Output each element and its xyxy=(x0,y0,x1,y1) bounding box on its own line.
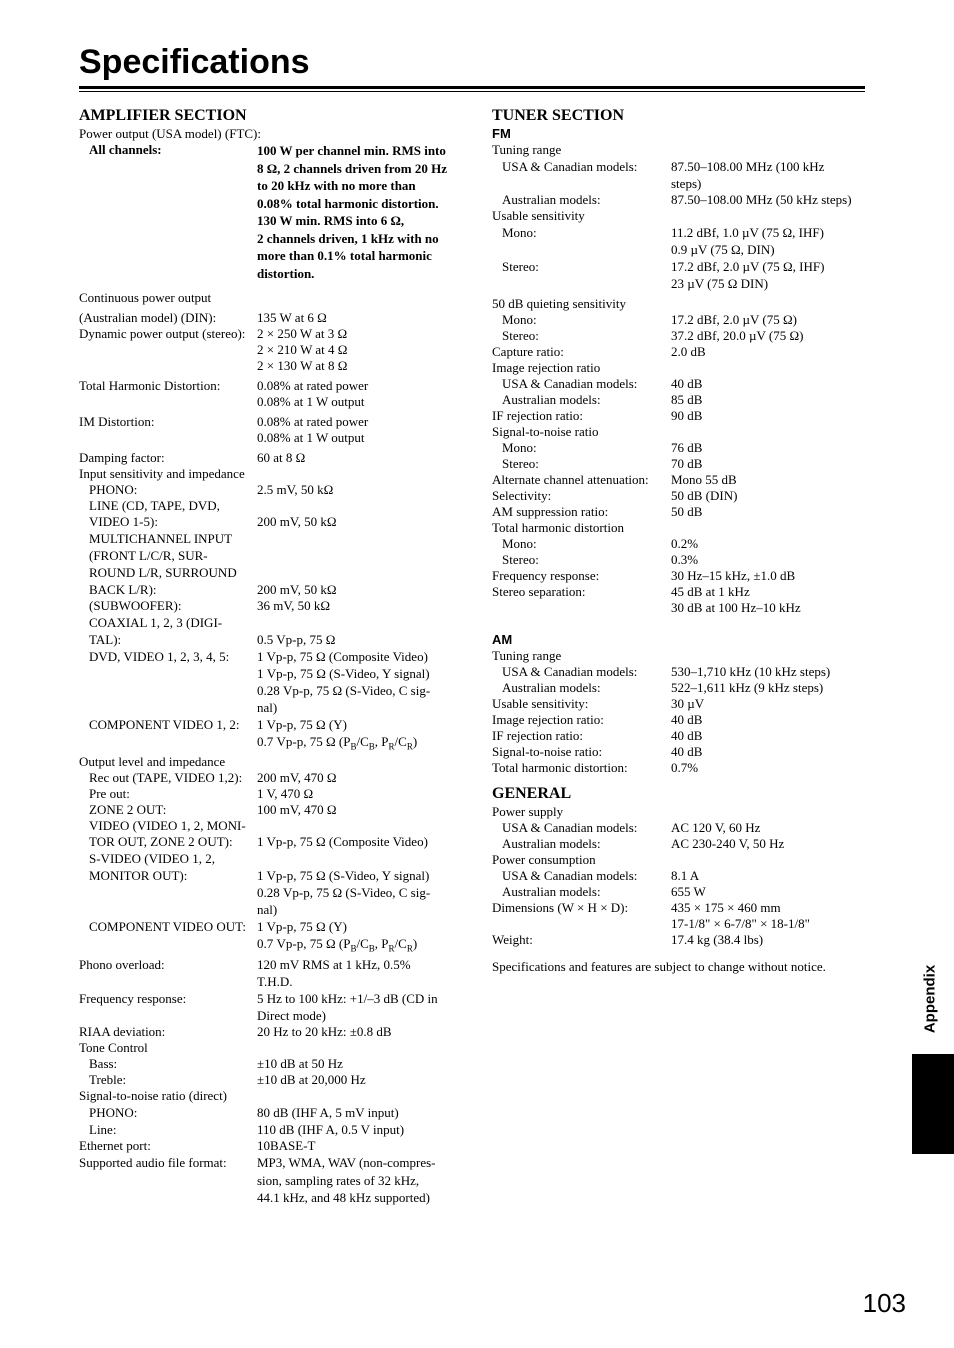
spec-label: Stereo: xyxy=(502,552,539,567)
spec-value: 40 dB xyxy=(671,728,703,743)
spec-row xyxy=(79,1024,454,1040)
spec-row xyxy=(492,760,872,776)
spec-value: 1 Vp-p, 75 Ω (Composite Video) xyxy=(257,834,428,849)
spec-value: 40 dB xyxy=(671,376,703,391)
spec-value: 135 W at 6 Ω xyxy=(257,310,327,325)
tone-control-label: Tone Control xyxy=(79,1040,148,1055)
output-level-label: Output level and impedance xyxy=(79,754,226,769)
spec-value: 0.3% xyxy=(671,552,699,567)
spec-value: 1 Vp-p, 75 Ω (Y) 0.7 Vp-p, 75 Ω ($P_B/C_B$, $P_R/C_R$) xyxy=(257,919,418,954)
spec-label: All channels: xyxy=(89,142,162,157)
spec-value: 200 mV, 470 Ω xyxy=(257,770,337,785)
spec-value: 1 Vp-p, 75 Ω (Composite Video) 1 Vp-p, 75 Ω (S-Video, Y signal) 0.28 Vp-p, 75 Ω (S-Video, C sig- nal) xyxy=(257,649,431,715)
spec-row xyxy=(79,786,454,802)
spec-row xyxy=(79,1138,454,1154)
disclaimer-text: Specifications and features are subject to change without notice. xyxy=(492,959,826,974)
title-rule-thick xyxy=(79,86,865,89)
fm-subtitle: FM xyxy=(492,126,511,141)
spec-value: 1 Vp-p, 75 Ω (S-Video, Y signal) 0.28 Vp-p, 75 Ω (S-Video, C sig- nal) xyxy=(257,868,431,917)
spec-label: Mono: xyxy=(502,536,537,551)
spec-value: 5 Hz to 100 kHz: +1/–3 dB (CD in Direct mode) xyxy=(257,991,438,1023)
spec-row xyxy=(79,598,454,614)
spec-label: Australian models: xyxy=(502,680,601,695)
spec-value: 0.08% at rated power 0.08% at 1 W output xyxy=(257,378,369,409)
spec-value: 50 dB (DIN) xyxy=(671,488,738,503)
spec-row xyxy=(492,900,872,932)
spec-value: 76 dB xyxy=(671,440,703,455)
power-output-usa-label: Power output (USA model) (FTC): xyxy=(79,126,261,141)
power-supply-label: Power supply xyxy=(492,804,564,819)
spec-label: Mono: xyxy=(502,312,537,327)
spec-value: 655 W xyxy=(671,884,706,899)
spec-value: 17.2 dBf, 2.0 µV (75 Ω, IHF) 23 µV (75 Ω DIN) xyxy=(671,259,825,291)
spec-value: 0.5 Vp-p, 75 Ω xyxy=(257,632,336,647)
spec-label: USA & Canadian models: xyxy=(502,376,638,391)
spec-label: Australian models: xyxy=(502,836,601,851)
spec-row xyxy=(492,712,872,728)
spec-row xyxy=(79,648,454,716)
fm-tuning-range-label: Tuning range xyxy=(492,142,562,157)
spec-value: 87.50–108.00 MHz (100 kHz steps) xyxy=(671,159,825,191)
continuous-power-label: Continuous power output xyxy=(79,290,212,305)
spec-label: Stereo: xyxy=(502,328,539,343)
spec-row xyxy=(79,956,454,990)
spec-value: 30 Hz–15 kHz, ±1.0 dB xyxy=(671,568,796,583)
amplifier-section-title: AMPLIFIER SECTION xyxy=(79,107,247,124)
spec-row xyxy=(79,614,454,648)
page-number: 103 xyxy=(862,1288,906,1318)
spec-value: 200 mV, 50 kΩ xyxy=(257,582,337,597)
spec-value: 20 Hz to 20 kHz: ±0.8 dB xyxy=(257,1024,392,1039)
spec-label: Weight: xyxy=(492,932,533,947)
amplifier-column xyxy=(79,106,454,1207)
spec-value: 100 W per channel min. RMS into 8 Ω, 2 channels driven from 20 Hz to 20 kHz with no more than 0.08% total harmonic distortion. 130 W min. RMS into 6 Ω, 2 channels driven, 1 kHz with no more than 0.1% total harmonic distortion. xyxy=(257,143,447,281)
spec-row xyxy=(79,850,454,918)
spec-label: Ethernet port: xyxy=(79,1138,151,1153)
spec-row xyxy=(492,472,872,488)
spec-value: 2 × 250 W at 3 Ω 2 × 210 W at 4 Ω 2 × 130 W at 8 Ω xyxy=(257,326,348,373)
spec-row xyxy=(492,504,872,520)
spec-label: Australian models: xyxy=(502,884,601,899)
spec-row xyxy=(79,498,454,530)
spec-label: Damping factor: xyxy=(79,450,165,465)
spec-label: IM Distortion: xyxy=(79,414,155,429)
spec-value: 10BASE-T xyxy=(257,1138,316,1153)
spec-label: Mono: xyxy=(502,225,537,240)
comp-out-y: 1 Vp-p, 75 Ω (Y) xyxy=(257,919,347,934)
spec-row xyxy=(492,328,872,344)
spec-label: PHONO: xyxy=(89,1105,138,1120)
spec-value: 2.5 mV, 50 kΩ xyxy=(257,482,334,497)
spec-row xyxy=(492,836,872,852)
spec-row xyxy=(79,1104,454,1121)
fm-snr-label: Signal-to-noise ratio xyxy=(492,424,599,439)
spec-label: COMPONENT VIDEO OUT: xyxy=(89,919,247,934)
spec-row xyxy=(79,918,454,952)
spec-row xyxy=(79,716,454,750)
spec-value: 70 dB xyxy=(671,456,703,471)
general-section-title: GENERAL xyxy=(492,785,572,802)
spec-row xyxy=(492,440,872,456)
spec-label: DVD, VIDEO 1, 2, 3, 4, 5: xyxy=(89,649,230,664)
spec-row xyxy=(492,488,872,504)
spec-value: 530–1,710 kHz (10 kHz steps) xyxy=(671,664,831,679)
comp-in-y: 1 Vp-p, 75 Ω (Y) xyxy=(257,717,347,732)
spec-value: Mono 55 dB xyxy=(671,472,737,487)
spec-row xyxy=(79,482,454,498)
page-title: Specifications xyxy=(79,43,310,81)
spec-label: IF rejection ratio: xyxy=(492,408,583,423)
spec-value: 11.2 dBf, 1.0 µV (75 Ω, IHF) 0.9 µV (75 Ω, DIN) xyxy=(671,225,824,257)
spec-row xyxy=(79,378,454,410)
spec-label: Signal-to-noise ratio: xyxy=(492,744,603,759)
spec-label: Total harmonic distortion: xyxy=(492,760,628,775)
spec-value: 90 dB xyxy=(671,408,703,423)
spec-label: COAXIAL 1, 2, 3 (DIGI- TAL): xyxy=(89,615,223,647)
spec-value: 17.2 dBf, 2.0 µV (75 Ω) xyxy=(671,312,797,327)
spec-row xyxy=(79,1072,454,1088)
spec-row xyxy=(492,744,872,760)
spec-value: ±10 dB at 20,000 Hz xyxy=(257,1072,366,1087)
spec-label: VIDEO (VIDEO 1, 2, MONI- TOR OUT, ZONE 2 OUT): xyxy=(89,818,246,849)
spec-row xyxy=(492,568,872,584)
spec-value: 435 × 175 × 460 mm 17-1/8" × 6-7/8" × 18-1/8" xyxy=(671,900,810,931)
spec-value: 80 dB (IHF A, 5 mV input) xyxy=(257,1105,399,1120)
am-tuning-range-label: Tuning range xyxy=(492,648,562,663)
fm-quieting-label: 50 dB quieting sensitivity xyxy=(492,296,626,311)
spec-value: 17.4 kg (38.4 lbs) xyxy=(671,932,764,947)
spec-row xyxy=(492,312,872,328)
spec-row xyxy=(492,536,872,552)
spec-value: ±10 dB at 50 Hz xyxy=(257,1056,343,1071)
spec-value: 2.0 dB xyxy=(671,344,706,359)
spec-row xyxy=(79,326,454,374)
spec-value: 200 mV, 50 kΩ xyxy=(257,514,337,529)
spec-row xyxy=(492,552,872,568)
spec-label: Line: xyxy=(89,1122,117,1137)
spec-label: Australian models: xyxy=(502,192,601,207)
spec-value: 0.2% xyxy=(671,536,699,551)
spec-row xyxy=(79,802,454,818)
spec-label: Frequency response: xyxy=(492,568,600,583)
spec-label: (SUBWOOFER): xyxy=(89,598,182,613)
spec-label: Mono: xyxy=(502,440,537,455)
spec-row xyxy=(492,820,872,836)
spec-value: 50 dB xyxy=(671,504,703,519)
spec-row xyxy=(492,728,872,744)
spec-label: Stereo: xyxy=(502,259,539,274)
spec-row xyxy=(492,344,872,360)
spec-row xyxy=(492,696,872,712)
spec-label: AM suppression ratio: xyxy=(492,504,609,519)
appendix-tab-label: Appendix xyxy=(921,964,939,1034)
spec-row xyxy=(492,664,872,680)
spec-row xyxy=(79,1154,454,1207)
spec-row xyxy=(492,408,872,424)
spec-label: Stereo separation: xyxy=(492,584,586,599)
spec-label: USA & Canadian models: xyxy=(502,820,638,835)
spec-value: 45 dB at 1 kHz 30 dB at 100 Hz–10 kHz xyxy=(671,584,801,615)
spec-value: 87.50–108.00 MHz (50 kHz steps) xyxy=(671,192,852,207)
spec-label: USA & Canadian models: xyxy=(502,868,638,883)
spec-label: RIAA deviation: xyxy=(79,1024,166,1039)
spec-row xyxy=(492,868,872,884)
spec-row xyxy=(492,584,872,616)
spec-value: AC 230-240 V, 50 Hz xyxy=(671,836,785,851)
spec-row xyxy=(492,392,872,408)
spec-value: 1 Vp-p, 75 Ω (Y) 0.7 Vp-p, 75 Ω ($P_B/C_B$, $P_R/C_R$) xyxy=(257,717,418,752)
spec-row xyxy=(79,990,454,1024)
spec-value: 30 µV xyxy=(671,696,705,711)
spec-value: 37.2 dBf, 20.0 µV (75 Ω) xyxy=(671,328,804,343)
spec-label: USA & Canadian models: xyxy=(502,664,638,679)
spec-row xyxy=(79,1056,454,1072)
spec-value: AC 120 V, 60 Hz xyxy=(671,820,761,835)
spec-row xyxy=(492,224,872,258)
spec-row xyxy=(79,770,454,786)
spec-label: Rec out (TAPE, VIDEO 1,2): xyxy=(89,770,243,785)
spec-value: 0.08% at rated power 0.08% at 1 W output xyxy=(257,414,369,445)
spec-row xyxy=(492,158,872,192)
fm-thd-label: Total harmonic distortion xyxy=(492,520,624,535)
spec-label: ZONE 2 OUT: xyxy=(89,802,167,817)
spec-row xyxy=(492,884,872,900)
power-consumption-label: Power consumption xyxy=(492,852,596,867)
spec-row xyxy=(79,414,454,446)
spec-label: Pre out: xyxy=(89,786,130,801)
spec-row xyxy=(492,258,872,292)
spec-row-all-channels xyxy=(79,142,454,282)
spec-label: MULTICHANNEL INPUT (FRONT L/C/R, SUR- ROUND L/R, SURROUND BACK L/R): xyxy=(89,531,237,597)
spec-value: 0.7% xyxy=(671,760,699,775)
spec-label: Image rejection ratio: xyxy=(492,712,604,727)
spec-row xyxy=(492,192,872,208)
spec-label: COMPONENT VIDEO 1, 2: xyxy=(89,717,240,732)
spec-label: Total Harmonic Distortion: xyxy=(79,378,221,393)
spec-label: Usable sensitivity: xyxy=(492,696,589,711)
spec-row xyxy=(79,1121,454,1138)
spec-value: 85 dB xyxy=(671,392,703,407)
fm-image-rejection-label: Image rejection ratio xyxy=(492,360,601,375)
tuner-general-column xyxy=(492,106,872,976)
snr-direct-label: Signal-to-noise ratio (direct) xyxy=(79,1088,228,1103)
input-sensitivity-label: Input sensitivity and impedance xyxy=(79,466,245,481)
spec-row xyxy=(492,680,872,696)
spec-label: LINE (CD, TAPE, DVD, VIDEO 1-5): xyxy=(89,498,220,529)
spec-label: IF rejection ratio: xyxy=(492,728,583,743)
spec-row xyxy=(79,450,454,466)
spec-row xyxy=(492,932,872,948)
spec-label: USA & Canadian models: xyxy=(502,159,638,174)
comp-out-pbpr: 0.7 Vp-p, 75 Ω (P xyxy=(257,936,351,951)
spec-label: Dynamic power output (stereo): xyxy=(79,326,246,341)
spec-label: Supported audio file format: xyxy=(79,1155,227,1170)
spec-value: 1 V, 470 Ω xyxy=(257,786,314,801)
fm-usable-sensitivity-label: Usable sensitivity xyxy=(492,208,585,223)
spec-label: PHONO: xyxy=(89,482,138,497)
spec-value: MP3, WMA, WAV (non-compres- sion, sampling rates of 32 kHz, 44.1 kHz, and 48 kHz supported) xyxy=(257,1155,436,1205)
spec-label: Selectivity: xyxy=(492,488,552,503)
title-rule-thin xyxy=(79,91,865,92)
spec-value: 110 dB (IHF A, 0.5 V input) xyxy=(257,1122,405,1137)
spec-value: 40 dB xyxy=(671,712,703,727)
tuner-section-title: TUNER SECTION xyxy=(492,107,625,124)
spec-label: Phono overload: xyxy=(79,957,165,972)
spec-label: Treble: xyxy=(89,1072,127,1087)
am-subtitle: AM xyxy=(492,632,513,647)
spec-label: S-VIDEO (VIDEO 1, 2, MONITOR OUT): xyxy=(89,851,216,883)
spec-value: 8.1 A xyxy=(671,868,700,883)
spec-value: 120 mV RMS at 1 kHz, 0.5% T.H.D. xyxy=(257,957,411,989)
appendix-tab-marker xyxy=(912,1054,954,1154)
comp-in-pbpr: 0.7 Vp-p, 75 Ω (P xyxy=(257,734,351,749)
spec-label: Australian models: xyxy=(502,392,601,407)
spec-value: 60 at 8 Ω xyxy=(257,450,306,465)
spec-row xyxy=(79,818,454,850)
spec-row xyxy=(79,310,454,326)
spec-value: 100 mV, 470 Ω xyxy=(257,802,337,817)
spec-row xyxy=(79,530,454,598)
spec-row xyxy=(492,456,872,472)
spec-value: 40 dB xyxy=(671,744,703,759)
spec-label: Capture ratio: xyxy=(492,344,564,359)
spec-value: 36 mV, 50 kΩ xyxy=(257,598,330,613)
spec-label: Stereo: xyxy=(502,456,539,471)
spec-value: 522–1,611 kHz (9 kHz steps) xyxy=(671,680,824,695)
spec-label: Dimensions (W × H × D): xyxy=(492,900,629,915)
spec-label: Bass: xyxy=(89,1056,118,1071)
spec-row xyxy=(492,376,872,392)
spec-label: (Australian model) (DIN): xyxy=(79,310,217,325)
spec-label: Frequency response: xyxy=(79,991,187,1006)
spec-label: Alternate channel attenuation: xyxy=(492,472,649,487)
